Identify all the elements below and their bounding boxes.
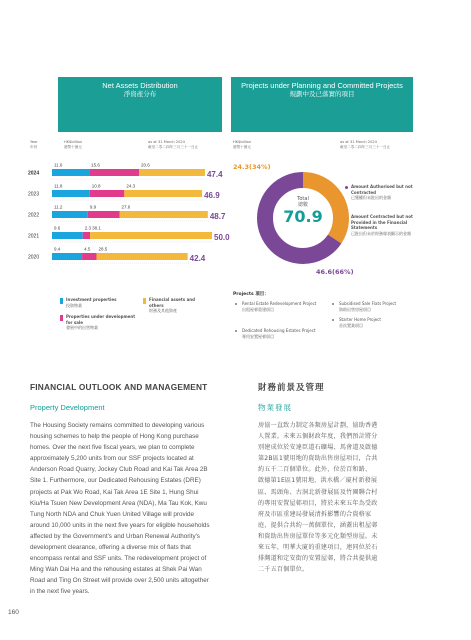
bar-segment xyxy=(124,190,202,197)
page-number: 160 xyxy=(8,609,19,616)
project-item xyxy=(233,301,323,312)
segment-value: 20.6 xyxy=(141,162,150,168)
bar-segment xyxy=(90,190,125,197)
segment-value: 9.4 xyxy=(54,246,61,252)
body-line: homes. Over the next five fiscal years, we plan to complete xyxy=(30,444,195,452)
bar-total: 48.7 xyxy=(209,212,226,221)
body-line: approximately 5,200 units from our SSF projects located at xyxy=(30,455,194,463)
legend-label: Properties under development for sale xyxy=(66,314,136,325)
legend-label-zh: 發展中的出售物業 xyxy=(66,325,98,330)
donut-total-label: Total xyxy=(297,196,309,202)
body-line: Road and Ting On Street will provide over 2,500 units altogether xyxy=(30,577,209,585)
body-line: Tung North NDA and Chuk Yuen United Village will provide xyxy=(30,510,195,518)
bar-segment xyxy=(82,253,96,260)
donut-legend-contracted xyxy=(351,214,423,236)
body-line: in the next five years. xyxy=(30,588,90,596)
projects-list xyxy=(233,292,423,339)
segment-value: 4.5 xyxy=(84,246,91,252)
left-asat-label: as at 31 March 2024 xyxy=(148,140,185,144)
left-unit-heading xyxy=(64,140,82,150)
body-line-zh: 約五千二百個單位。此外，位於百和路、 xyxy=(258,466,372,474)
body-line: projects at Pak Wo Road, Kai Tak Area 1E Site 1, Hung Shui xyxy=(30,488,199,496)
project-name: Starter Home Project xyxy=(339,317,381,322)
body-line: encompass rental and SSF units. The redevelopment project of xyxy=(30,555,207,563)
body-line: affected by the Government's and Urban Renewal Authority's xyxy=(30,532,200,540)
year-label: Year xyxy=(30,140,38,144)
segment-value: 24.3 xyxy=(126,183,136,189)
segment-value: 11.8 xyxy=(54,183,63,189)
body-line-zh: 區、馬頭角、古洞北新發展區及竹園聯合村 xyxy=(258,488,378,496)
net-assets-bar-chart xyxy=(28,160,253,280)
legend-label: Amount Authorised but not Contracted xyxy=(351,184,413,195)
body-line-zh: 和資助出售房屋單位等多元化類型房屋。未 xyxy=(258,532,378,540)
body-line-zh: 來五年，明華大廈的重建項目，連同位於石 xyxy=(258,544,378,552)
project-name: Subsidised Sale Flats Project xyxy=(339,301,397,306)
body-line: Anderson Road Quarry, Jockey Club Road and Kai Tak Area 2B xyxy=(30,466,208,474)
body-line: Ming Wah Dai Ha and the rehousing estates at Shek Pai Wan xyxy=(30,566,202,574)
net-assets-header xyxy=(58,77,222,132)
bullet xyxy=(332,319,334,321)
segment-value: 15.6 xyxy=(91,162,100,168)
segment-value: 11.6 xyxy=(54,162,63,168)
section-title: FINANCIAL OUTLOOK AND MANAGEMENT xyxy=(30,382,208,392)
bar-segment xyxy=(96,253,187,260)
body-line: housing schemes to help the people of Hong Kong purchase xyxy=(30,433,199,441)
projects-list-title: Projects 項目： xyxy=(233,292,269,297)
subsection-title: Property Development xyxy=(30,403,105,412)
body-line-zh: 的專用安置屋邨項目，將於未來五年為受政 xyxy=(258,499,378,507)
legend-label: Financial assets and others xyxy=(149,297,195,308)
donut-total-label-zh: 總數 xyxy=(297,201,308,208)
project-name: Rental Estate Redevelopment Project xyxy=(242,301,317,306)
right-asat-heading xyxy=(340,140,390,150)
body-text-en xyxy=(30,420,250,598)
right-asat-label: as at 31 March 2024 xyxy=(340,140,377,144)
projects-title-zh: 規劃中及已落實的項目 xyxy=(289,90,355,98)
left-asat-label-zh: 截至二零二四年三月三十一日止 xyxy=(148,145,199,149)
segment-value: 28.5 xyxy=(98,246,108,252)
bar-total: 42.4 xyxy=(189,254,206,263)
project-name-zh: 資助出售房屋項目 xyxy=(339,306,371,312)
segment-value: 2.3 xyxy=(84,225,91,231)
bar-segment xyxy=(90,232,212,239)
left-unit-label-zh: 港幣十億元 xyxy=(64,145,82,149)
bar-segment xyxy=(139,169,205,176)
segment-value: 27.6 xyxy=(121,204,131,210)
body-line-zh: 房協一直致力制定各類房屋計劃，協助香港 xyxy=(258,422,378,429)
segment-value: 9.6 xyxy=(54,225,61,231)
bar-segment xyxy=(52,253,82,260)
body-line-zh: 排灣道和定安街的安置屋邨，將合共提供逾 xyxy=(258,555,378,563)
project-name-zh: 首次置業項目 xyxy=(339,322,363,328)
year-label: 2021 xyxy=(28,233,40,240)
section-title-zh: 財務前景及管理 xyxy=(258,383,325,393)
body-line-zh: 別建成位於安達臣道石礦場、馬會道及啟德 xyxy=(258,444,378,452)
legend-investment-properties xyxy=(60,297,140,308)
bar-total: 46.9 xyxy=(204,191,220,200)
project-name: Dedicated Rehousing Estates Project xyxy=(242,328,316,333)
net-assets-title-zh: 淨資產分布 xyxy=(123,90,157,98)
right-unit-heading xyxy=(233,140,251,150)
body-line: The Housing Society remains committed to developing various xyxy=(30,422,205,429)
bar-segment xyxy=(52,190,90,197)
legend-label-zh: 已獲權但未批出的金額 xyxy=(351,195,391,200)
project-name-zh: 專用安置屋邨項目 xyxy=(242,333,274,339)
bar-total: 50.0 xyxy=(214,233,230,242)
bar-segment xyxy=(83,232,90,239)
bar-total: 47.4 xyxy=(206,170,223,179)
legend-financial-assets xyxy=(143,297,203,314)
left-asat-heading xyxy=(148,140,198,150)
body-line-zh: 二千五百個單位。 xyxy=(258,566,309,574)
legend-properties-under-development xyxy=(60,314,140,331)
body-line-zh: 府及市區重建局發展清拆影響的合資格家 xyxy=(258,510,372,518)
project-name-zh: 出租屋邨重建項目 xyxy=(242,306,274,312)
legend-dot xyxy=(345,186,348,189)
bullet xyxy=(332,303,334,305)
bar-segment xyxy=(89,169,139,176)
net-assets-title: Net Assets Distribution xyxy=(102,81,178,90)
legend-label-zh: 投資物業 xyxy=(66,302,82,308)
body-line-zh: 第2B區1號用地的資助出售房屋項目，合共 xyxy=(258,455,378,463)
donut-total-value: 70.9 xyxy=(283,207,323,226)
body-line: Kiu/Ha Tsuen New Development Area (NDA), Ma Tau Kok, Kwu xyxy=(30,499,207,507)
bar-segment xyxy=(52,232,83,239)
left-unit-label: HK$billion xyxy=(64,140,83,144)
year-label: 2020 xyxy=(28,254,40,261)
right-unit-label: HK$billion xyxy=(233,140,252,144)
body-line-zh: 啟德第1E區1號用地、洪水橋／廈村新發展 xyxy=(258,477,378,485)
legend-label: Investment properties xyxy=(66,297,117,302)
right-unit-label-zh: 港幣十億元 xyxy=(233,145,251,149)
right-asat-label-zh: 截至二零二四年三月三十一日止 xyxy=(340,145,391,149)
body-text-zh xyxy=(258,420,428,575)
body-line: development clearance, offering a diverse mix of flats that xyxy=(30,544,191,552)
bar-segment xyxy=(88,211,120,218)
segment-value: 11.2 xyxy=(54,204,63,210)
legend-swatch xyxy=(60,315,63,321)
legend-label: Amount Contracted but not Provided in the Financial Statements xyxy=(351,214,413,230)
year-label: 2024 xyxy=(28,170,40,177)
donut-bottom-label: 46.6(66%) xyxy=(316,268,354,276)
segment-value: 10.8 xyxy=(91,183,101,189)
bar-segment xyxy=(52,211,88,218)
segment-value: 38.1 xyxy=(92,225,101,231)
donut-top-label: 24.3(34%) xyxy=(233,163,271,171)
body-line-zh: 人置業。未來五個財政年度，我們預計將分 xyxy=(258,433,378,441)
segment-value: 9.9 xyxy=(89,204,97,210)
bullet xyxy=(235,303,237,305)
subsection-title-zh: 物業發展 xyxy=(258,403,292,412)
year-label: 2023 xyxy=(28,191,40,198)
legend-label-zh: 已批出但未於財務報表顯示的金額 xyxy=(351,230,411,236)
project-item xyxy=(330,301,420,312)
year-heading xyxy=(30,140,38,150)
bar-segment xyxy=(52,169,89,176)
legend-dot xyxy=(345,216,348,219)
body-line: around 10,000 units in the next five years for eligible households xyxy=(30,521,210,529)
projects-title: Projects under Planning and Committed Projects xyxy=(241,81,403,90)
project-item xyxy=(233,328,323,339)
legend-swatch xyxy=(143,298,146,304)
body-line: Site 1. Furthermore, our Dedicated Rehousing Estates (DRE) xyxy=(30,477,201,485)
year-label-zh: 年份 xyxy=(30,145,38,149)
project-item xyxy=(330,317,420,328)
donut-legend-authorised xyxy=(351,184,423,201)
legend-swatch xyxy=(60,298,63,304)
projects-header xyxy=(231,77,413,132)
body-line-zh: 庭，提供合共約一萬個單位，涵蓋出租屋邨 xyxy=(258,521,378,529)
bullet xyxy=(235,330,237,332)
legend-label-zh: 財務及其他資產 xyxy=(149,308,177,313)
bar-segment xyxy=(120,211,208,218)
donut-center xyxy=(279,197,327,226)
year-label: 2022 xyxy=(28,212,40,219)
